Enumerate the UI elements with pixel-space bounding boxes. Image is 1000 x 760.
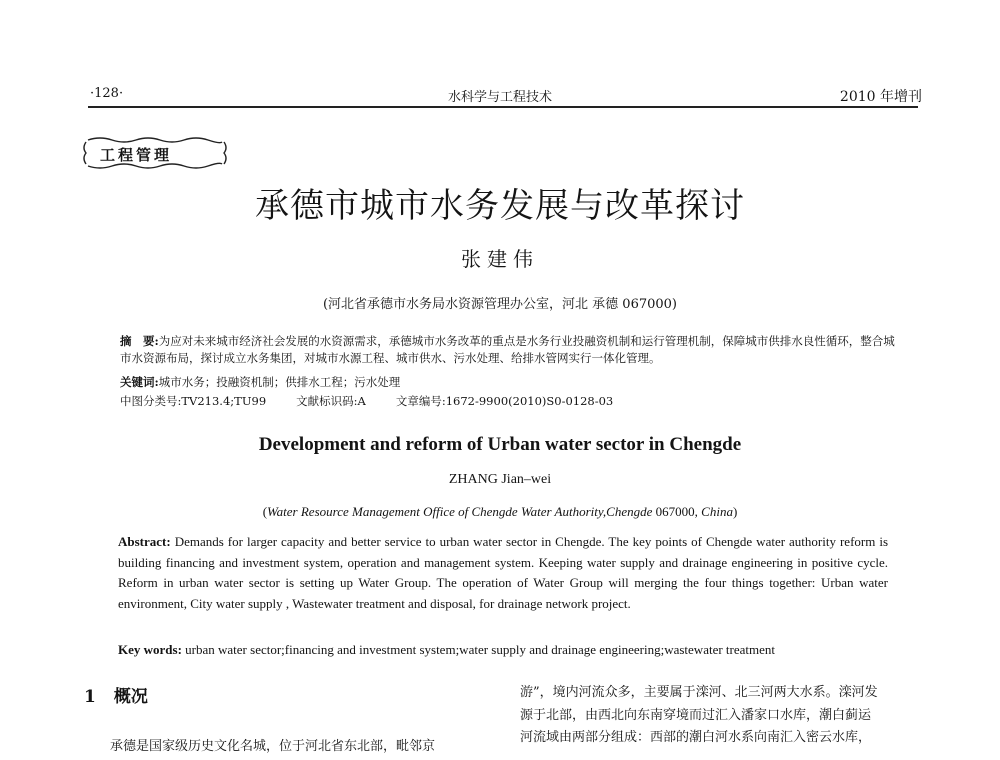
journal-name: 水科学与工程技术: [447, 90, 552, 105]
affiliation-en: (Water Resource Management Office of Chengde Water Authority,Chengde 067000, China): [262, 504, 738, 519]
column-tag: [80, 134, 230, 172]
article-number: 文章编号:1672-9900(2010)S0-0128-03: [395, 394, 614, 408]
author-en: ZHANG Jian–wei: [448, 472, 552, 487]
section-title: 概况: [113, 687, 148, 707]
body-line: 河流域由两部分组成：西部的潮白河水系向南汇入密云水库，: [520, 730, 872, 745]
body-column-right: [520, 682, 918, 750]
page-number: ·128·: [90, 86, 124, 101]
clc-code: 中图分类号:TV213.4;TU99: [120, 394, 267, 408]
keywords-en-text: urban water sector;financing and investment system;water supply and drainage engineering;wastewater treatment: [185, 642, 776, 657]
abstract-en-text: Demands for larger capacity and better service to urban water sector in Chengde. The key points of Chengde water authority reform is building financing and investment system, operation and management system. Keeping water supply and drainage engineering in positive cycle. Reform in urban water sector is setting up Water Group. The operation of Water Group will merging the four things together: Urban water environment, City water supply , Wastewater treatment and disposal, for drainage network project.: [118, 534, 888, 611]
author-cn: 张建伟: [461, 247, 539, 271]
affiliation-en-org: Water Resource Management Office of Chengde Water Authority,Chengde: [267, 504, 653, 519]
affiliation-en-country: China: [701, 504, 733, 519]
body-line: 源于北部，由西北向东南穿境而过汇入潘家口水库，潮白蓟运: [520, 707, 872, 723]
abstract-en: [118, 532, 888, 614]
affiliation-en-code: 067000,: [655, 504, 698, 519]
classification-line: [120, 393, 900, 410]
abstract-cn: [120, 333, 900, 367]
affiliation-cn: (河北省承德市水务局水资源管理办公室，河北 承德 067000): [322, 297, 678, 312]
article-title-en: Development and reform of Urban water sector in Chengde: [258, 434, 742, 455]
abstract-en-label: Abstract:: [118, 534, 171, 549]
body-line: 游”，境内河流众多，主要属于滦河、北三河两大水系。滦河发: [520, 685, 878, 700]
section-heading: [84, 682, 148, 707]
keywords-cn-text: 城市水务；投融资机制；供排水工程；污水处理: [158, 375, 401, 389]
body-paragraph-left: 承德是国家级历史文化名城，位于河北省东北部，毗邻京: [110, 739, 436, 754]
keywords-en-label: Key words:: [118, 642, 182, 657]
abstract-cn-label: 摘 要:: [120, 334, 159, 348]
issue-label: 2010 年增刊: [839, 89, 922, 105]
keywords-cn: [120, 374, 900, 391]
document-code: 文献标识码:A: [296, 394, 366, 408]
article-title-cn: 承德市城市水务发展与改革探讨: [255, 186, 745, 226]
keywords-en: [118, 642, 898, 658]
abstract-cn-text: 为应对未来城市经济社会发展的水资源需求，承德城市水务改革的重点是水务行业投融资机制和运行管理机制，保障城市供排水良性循环，整合城市水资源布局，探讨成立水务集团，对城市水源工程、城市供水、污水处理、给排水管网实行一体化管理。: [120, 334, 895, 365]
column-tag-label: 工程管理: [100, 146, 173, 164]
keywords-cn-label: 关键词:: [120, 375, 159, 389]
section-number: 1: [84, 687, 96, 707]
header-rule: [88, 106, 918, 108]
